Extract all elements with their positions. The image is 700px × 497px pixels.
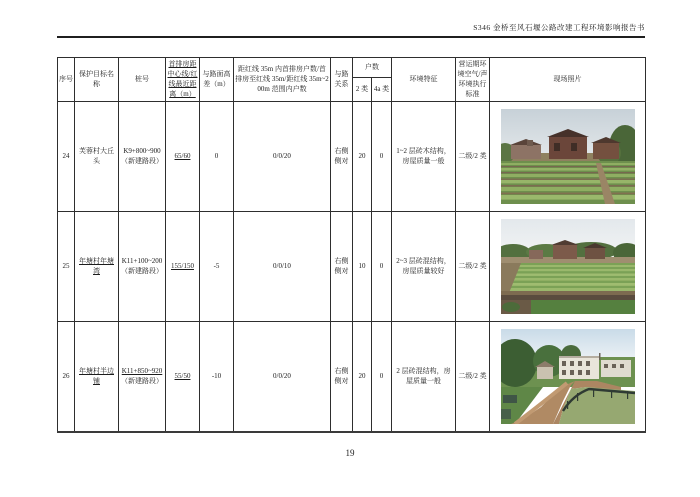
cell-counts: 0/0/20 (234, 101, 331, 211)
target-name-text: 年塘村年塘湾 (79, 256, 114, 276)
col-header-standard: 营运期环境空气/声环境执行标准 (456, 58, 490, 102)
cell-relation: 右侧侧对 (331, 101, 353, 211)
cell-photo (490, 211, 646, 321)
col-header-name: 保护目标名称 (75, 58, 119, 102)
cell-photo (490, 321, 646, 432)
table-row-25 (58, 211, 646, 321)
cell-target-name (75, 321, 119, 432)
col-header-household-counts: 距红线 35m 内首排房户数/首排房至红线 35m/距红线 35m~200m 范围内户数 (234, 58, 331, 102)
cell-feature: 2 层砖混结构，房屋质量一般 (392, 321, 456, 432)
cell-counts: 0/0/10 (234, 211, 331, 321)
site-photo-farmhouses-vegetable-field (501, 109, 635, 204)
col-header-road-relation: 与路关系 (331, 58, 353, 102)
cell-counts: 0/0/20 (234, 321, 331, 432)
cell-feature: 2~3 层砖混结构，房屋质量较好 (392, 211, 456, 321)
cell-relation: 右侧侧对 (331, 321, 353, 432)
cell-standard: 二级/2 类 (456, 321, 490, 432)
cell-standard: 二级/2 类 (456, 211, 490, 321)
col-header-households: 户数 (353, 58, 392, 78)
cell-standard: 二级/2 类 (456, 101, 490, 211)
stake-main: K11+850~920 (121, 366, 163, 375)
cell-seq: 24 (58, 101, 75, 211)
distance-value: 65/60 (174, 151, 191, 160)
protection-targets-table (57, 57, 646, 433)
cell-distance (166, 211, 200, 321)
site-photo-road-buildings-pond (501, 329, 635, 424)
stake-main: K11+100~200 (121, 256, 163, 265)
cell-class2: 20 (353, 321, 372, 432)
table-row-24 (58, 101, 646, 211)
cell-elevation: 0 (200, 101, 234, 211)
distance-value: 155/150 (171, 261, 194, 270)
header-rule (57, 36, 645, 38)
cell-distance (166, 101, 200, 211)
col-header-env-feature: 环境特征 (392, 58, 456, 102)
running-header-title: S346 金桥至风石堰公路改建工程环境影响报告书 (473, 23, 645, 32)
target-name-text: 年塘村半边铺 (79, 366, 114, 386)
cell-stake (119, 321, 166, 432)
stake-suffix: （新建路段） (121, 267, 163, 276)
col-header-class2: 2 类 (353, 77, 372, 101)
col-header-seq: 序号 (58, 58, 75, 102)
stake-suffix: （新建路段） (121, 157, 163, 166)
cell-relation: 右侧侧对 (331, 211, 353, 321)
cell-class4a: 0 (372, 101, 392, 211)
front-row-distance-text: 首排房距中心线/红线最近距离（m） (167, 60, 198, 99)
col-header-class4a: 4a 类 (372, 77, 392, 101)
cell-target-name (75, 211, 119, 321)
cell-feature: 1~2 层砖木结构，房屋质量一般 (392, 101, 456, 211)
distance-value: 55/50 (174, 371, 191, 380)
cell-class2: 20 (353, 101, 372, 211)
cell-class4a: 0 (372, 321, 392, 432)
cell-photo (490, 101, 646, 211)
col-header-photo: 现场照片 (490, 58, 646, 102)
stake-main: K9+800~900 (123, 146, 161, 155)
cell-seq: 26 (58, 321, 75, 432)
table-header-row-1 (58, 58, 646, 78)
stake-suffix: （新建路段） (121, 377, 163, 386)
cell-stake (119, 211, 166, 321)
cell-target-name: 芙蓉村大丘头 (75, 101, 119, 211)
page-number: 19 (345, 448, 355, 458)
cell-class4a: 0 (372, 211, 392, 321)
col-header-elevation-diff: 与路面高差（m） (200, 58, 234, 102)
cell-elevation: -10 (200, 321, 234, 432)
cell-stake (119, 101, 166, 211)
cell-elevation: -5 (200, 211, 234, 321)
site-photo-striped-field-village (501, 219, 635, 314)
col-header-stake: 桩号 (119, 58, 166, 102)
cell-distance (166, 321, 200, 432)
table-row-26 (58, 321, 646, 432)
cell-seq: 25 (58, 211, 75, 321)
col-header-front-row-distance (166, 58, 200, 102)
cell-class2: 10 (353, 211, 372, 321)
